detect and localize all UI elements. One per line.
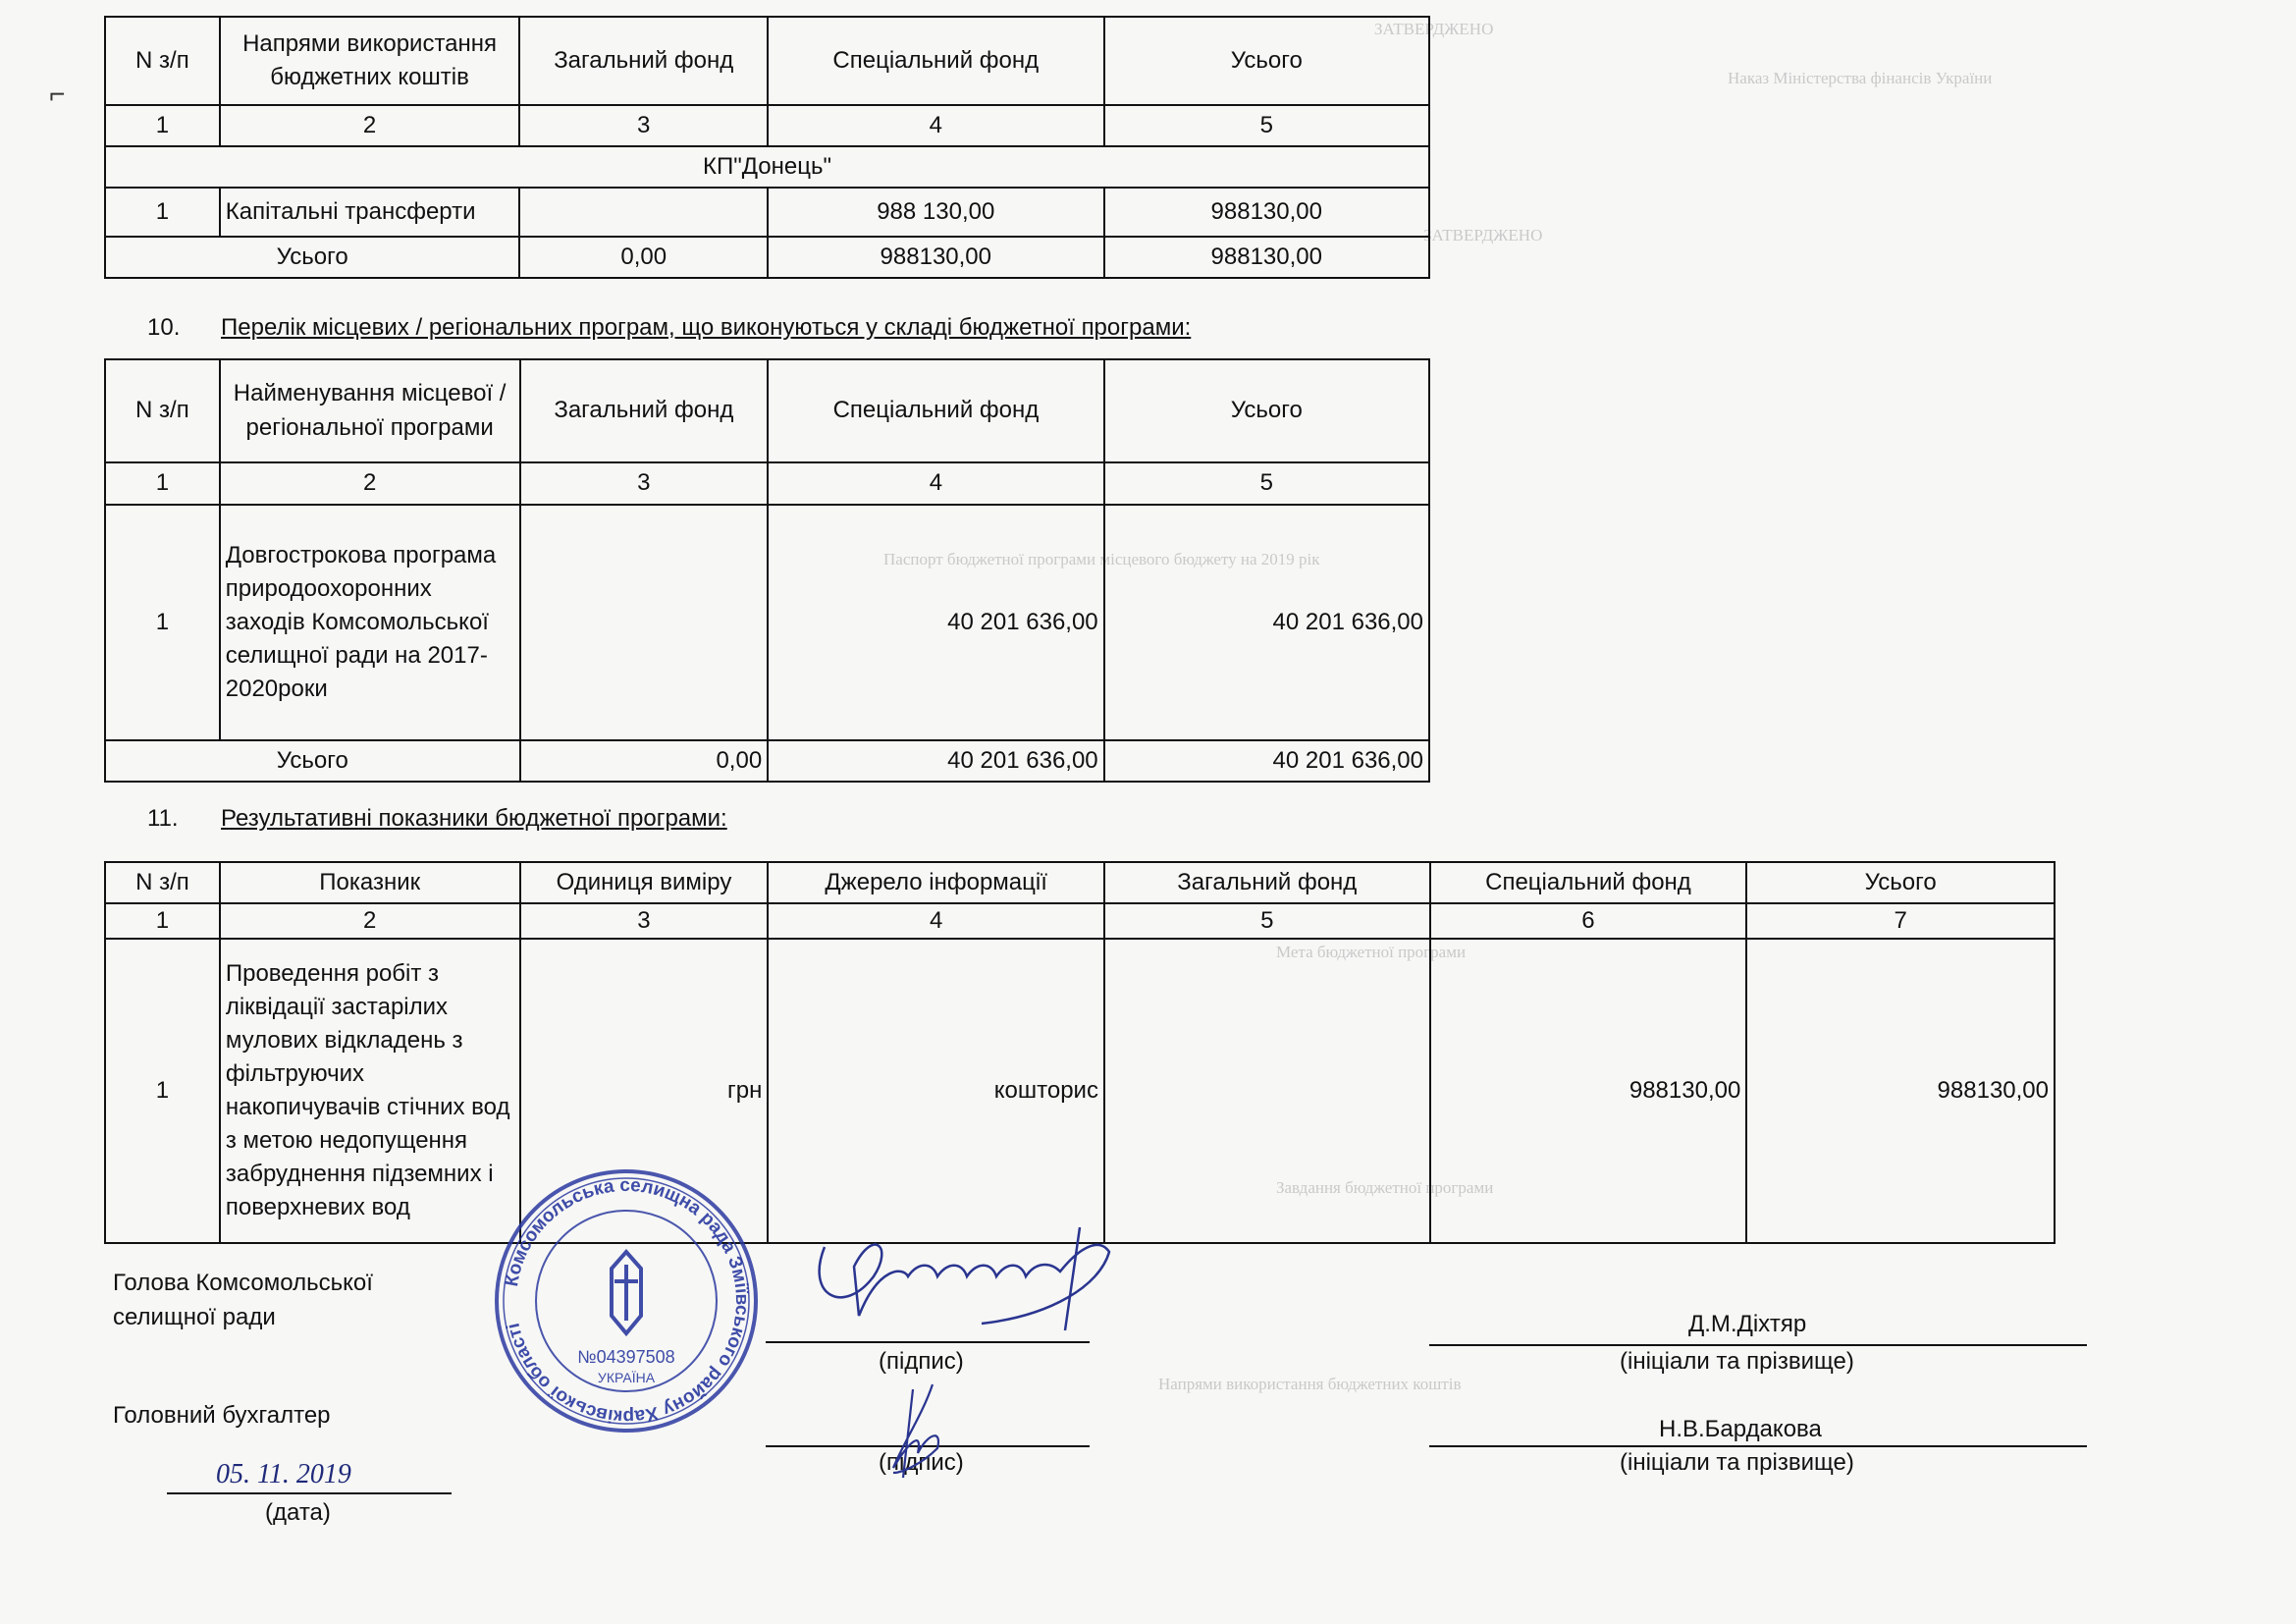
header-cell: Загальний фонд (1104, 862, 1430, 903)
total-general-fund: 0,00 (519, 237, 768, 278)
trident-icon (612, 1252, 641, 1333)
table-header-row (105, 862, 2055, 903)
date-caption: (дата) (265, 1499, 331, 1526)
header-cell: Загальний фонд (520, 359, 769, 462)
accountant-title: Головний бухгалтер (113, 1402, 331, 1429)
section-title: Результативні показники бюджетної програми: (221, 805, 727, 832)
column-number: 4 (768, 903, 1104, 939)
header-cell: N з/п (105, 862, 220, 903)
header-cell: Усього (1104, 17, 1429, 105)
general-fund-cell (1104, 939, 1430, 1243)
name-line (1429, 1445, 2087, 1447)
column-number-row (105, 462, 1429, 505)
header-cell: Спеціальний фонд (1430, 862, 1747, 903)
section-title: Перелік місцевих / регіональних програм, що виконуються у складі бюджетної програми: (221, 314, 1192, 341)
bleed-through-text: Наказ Міністерства фінансів України (1728, 69, 1993, 87)
column-number: 1 (105, 105, 220, 146)
unit-cell: грн (520, 939, 769, 1243)
initials-caption: (ініціали та прізвище) (1620, 1348, 1854, 1375)
head-title: Голова Комсомольської селищної ради (113, 1270, 373, 1330)
header-cell: Напрями використання бюджетних коштів (220, 17, 520, 105)
special-fund-cell: 988130,00 (1430, 939, 1747, 1243)
program-name: Довгострокова програма природоохоронних заходів Комсомольської селищної ради на 2017-2020роки (220, 505, 520, 740)
stamp-country: УКРАЇНА (597, 1370, 656, 1385)
row-number: 1 (105, 188, 220, 237)
total-row (105, 237, 1429, 278)
bleed-through-text: ЗАТВЕРДЖЕНО (1374, 20, 1494, 38)
column-number: 3 (519, 105, 768, 146)
total-general-fund: 0,00 (520, 740, 769, 782)
signature-caption: (підпис) (879, 1449, 964, 1476)
local-programs-table (104, 358, 1430, 783)
column-number: 3 (520, 903, 769, 939)
column-number: 5 (1104, 105, 1429, 146)
table-row (105, 505, 1429, 740)
table-row (105, 939, 2055, 1243)
header-cell: Джерело інформації (768, 862, 1104, 903)
total-label: Усього (105, 740, 520, 782)
special-fund-cell: 988 130,00 (768, 188, 1103, 237)
head-name: Д.М.Діхтяр (1688, 1311, 1807, 1337)
initials-caption: (ініціали та прізвище) (1620, 1449, 1854, 1476)
header-cell: Спеціальний фонд (768, 17, 1103, 105)
date-line (167, 1492, 452, 1494)
row-number: 1 (105, 505, 220, 740)
general-fund-cell (519, 188, 768, 237)
head-signature (785, 1208, 1158, 1345)
bleed-through-text: Напрями використання бюджетних коштів (1158, 1375, 1462, 1393)
column-number: 4 (768, 105, 1103, 146)
indicator-name: Проведення робіт з ліквідації застарілих мулових відкладень з фільтруючих накопичувачів стічних вод з метою недопущення забруднення підземних і поверхневих вод (220, 939, 520, 1243)
header-cell: Найменування місцевої / регіональної програми (220, 359, 520, 462)
header-cell: N з/п (105, 17, 220, 105)
table-header-row (105, 359, 1429, 462)
scan-mark: ⌐ (49, 79, 66, 109)
table-row (105, 188, 1429, 237)
column-number: 2 (220, 903, 520, 939)
stamp-ring-text: Комсомольська селищна рада Зміївського району Харківської області (501, 1174, 753, 1428)
section-number: 11. (147, 805, 179, 832)
column-number-row (105, 105, 1429, 146)
header-cell: Одиниця виміру (520, 862, 769, 903)
direction-name: Капітальні трансферти (220, 188, 520, 237)
table-header-row (105, 17, 1429, 105)
stamp-code: №04397508 (577, 1347, 675, 1367)
date-value: 05. 11. 2019 (216, 1459, 351, 1489)
column-number: 6 (1430, 903, 1747, 939)
section-number: 10. (147, 314, 181, 341)
special-fund-cell: 40 201 636,00 (768, 505, 1103, 740)
total-special-fund: 40 201 636,00 (768, 740, 1103, 782)
header-cell: Показник (220, 862, 520, 903)
group-title: КП"Донець" (105, 146, 1429, 188)
column-number: 2 (220, 462, 520, 505)
accountant-name: Н.В.Бардакова (1659, 1416, 1822, 1442)
header-cell: N з/п (105, 359, 220, 462)
signature-caption: (підпис) (879, 1348, 964, 1375)
total-row (105, 740, 1429, 782)
bleed-through-text: Завдання бюджетної програми (1276, 1178, 1494, 1197)
bleed-through-text: Паспорт бюджетної програми місцевого бюджету на 2019 рік (883, 550, 1320, 568)
performance-indicators-table (104, 861, 2056, 1244)
section-11-heading (147, 805, 727, 833)
total-sum: 40 201 636,00 (1104, 740, 1429, 782)
total-cell: 988130,00 (1746, 939, 2055, 1243)
official-stamp (484, 1159, 769, 1443)
total-cell: 40 201 636,00 (1104, 505, 1429, 740)
name-line (1429, 1344, 2087, 1346)
column-number-row (105, 903, 2055, 939)
header-cell: Загальний фонд (519, 17, 768, 105)
column-number: 2 (220, 105, 520, 146)
total-special-fund: 988130,00 (768, 237, 1103, 278)
group-row (105, 146, 1429, 188)
total-sum: 988130,00 (1104, 237, 1429, 278)
header-cell: Усього (1104, 359, 1429, 462)
total-label: Усього (105, 237, 519, 278)
general-fund-cell (520, 505, 769, 740)
accountant-signature (864, 1375, 972, 1483)
column-number: 1 (105, 903, 220, 939)
total-cell: 988130,00 (1104, 188, 1429, 237)
header-cell: Усього (1746, 862, 2055, 903)
column-number: 3 (520, 462, 769, 505)
bleed-through-text: Мета бюджетної програми (1276, 943, 1467, 961)
column-number: 1 (105, 462, 220, 505)
header-cell: Спеціальний фонд (768, 359, 1103, 462)
column-number: 5 (1104, 903, 1430, 939)
column-number: 4 (768, 462, 1103, 505)
column-number: 7 (1746, 903, 2055, 939)
bleed-through-text: ЗАТВЕРДЖЕНО (1423, 226, 1543, 244)
source-cell: кошторис (768, 939, 1104, 1243)
column-number: 5 (1104, 462, 1429, 505)
budget-directions-table (104, 16, 1430, 279)
row-number: 1 (105, 939, 220, 1243)
section-10-heading (147, 314, 1191, 342)
